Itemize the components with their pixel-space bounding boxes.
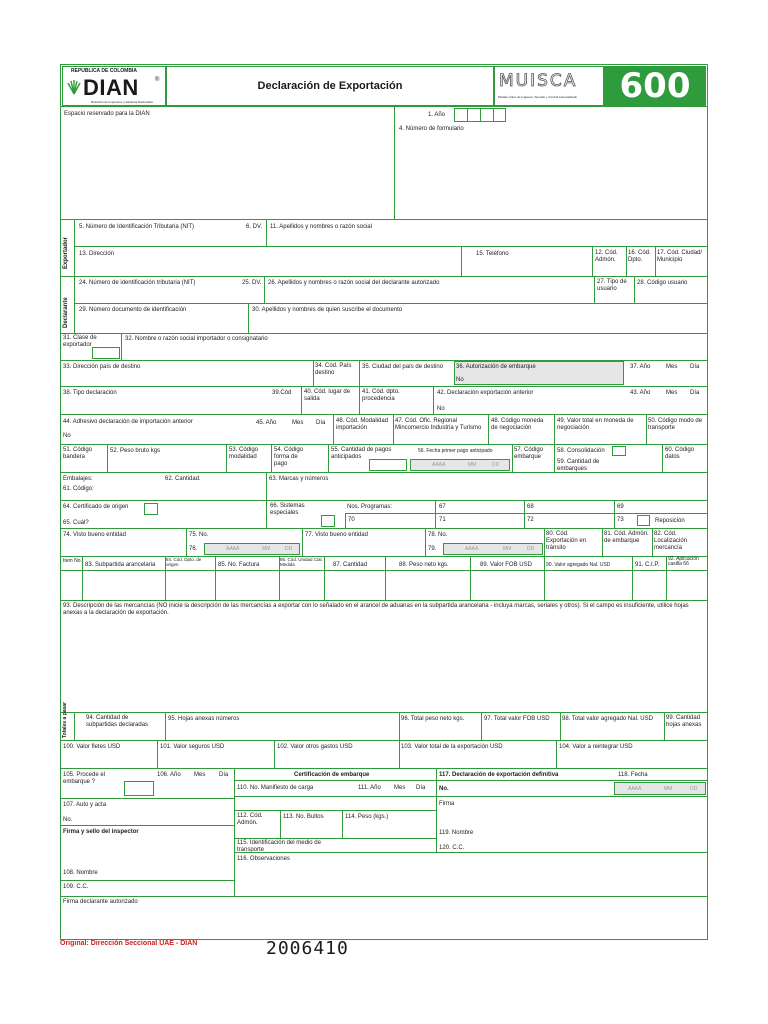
divider [399,740,400,768]
f66-checkbox[interactable] [321,515,335,527]
f96-label: 96. Total peso neto kgs. [401,716,465,722]
signer-label: 30. Apellidos y nombres de quien suscribe el documento [252,307,403,313]
f94-label: 94. Cantidad de subpartidas declaradas [86,715,149,728]
divider [345,513,346,528]
programas-label: Nos. Programas: [347,504,393,510]
f90-label: 90. Valor agregado Nal. USD [546,562,611,568]
user-code-label: 28. Código usuario [637,280,688,286]
declarant-name-label: 26. Apellidos y nombres o razón social del declarante autorizado [268,280,440,286]
divider [433,386,434,414]
divider [215,556,216,600]
mm-placeholder: MM [468,462,477,468]
f65-label: 65. Cuál? [63,520,89,526]
f34-label: 34. Cód. País destino [315,363,352,376]
divider [554,444,555,472]
f79-label: 79. [428,546,437,552]
form-number: 600 [604,66,706,106]
divider [274,740,275,768]
f58-checkbox[interactable] [612,446,626,456]
f97-label: 97. Total valor FOB USD [484,716,550,722]
logo-sub: Dirección de Impuestos y Aduanas Nacionales [91,100,153,104]
dian-logo [62,66,166,106]
divider [524,500,525,528]
row-divider [60,386,708,387]
divider [435,500,436,528]
f60-label: 60. Código datos [665,447,695,460]
divider [157,740,158,768]
row-divider [60,333,708,334]
dia-label: Día [416,785,426,791]
exportador-side-label: Exportador [63,236,69,269]
cert-emb-label: Certificación de embarque [294,772,370,778]
divider [333,414,334,444]
divider [470,556,471,600]
divider [60,798,234,799]
f55-input[interactable] [369,459,407,471]
divider [234,796,708,797]
dia-label: Día [690,364,700,370]
f117-label: 117. Declaración de exportación definitiva [439,772,559,778]
program-68: 68 [527,504,534,510]
f39-label: 39.Cód [272,390,292,396]
f53-label: 53. Código modalidad [229,447,259,460]
f117-no: No. [439,786,449,792]
f44-label: 44. Adhesivo declaración de importación anterior [63,419,193,425]
f52-label: 52. Peso bruto kgs [110,448,161,454]
f87-label: 87. Cantidad [333,562,368,568]
divider [60,880,234,881]
item-label: Item No. [63,558,82,564]
f119-label: 119. Nombre [439,830,474,836]
f50-label: 50. Código modo de transporte [648,418,703,431]
divider [345,513,708,514]
dv-label: 25. DV. [242,280,262,286]
divider [60,570,708,571]
row-divider [60,556,708,557]
f74-label: 74. Visto bueno entidad [63,532,126,538]
divider [480,108,481,122]
divider [544,556,545,600]
f107-label: 107. Auto y acta [63,802,107,808]
mes-label: Mes [194,772,206,778]
dd-placeholder: DD [527,546,535,552]
mm-placeholder: MM [503,546,512,552]
f91-label: 91. C.I.P. [635,562,660,568]
divider [264,276,265,303]
divider [634,276,635,303]
program-70: 70 [348,517,355,523]
f103-label: 103. Valor total de la exportación USD [401,744,503,750]
city-label: 17. Cód. Ciudad/ Municipio [657,250,703,263]
divider [544,528,545,556]
divider [271,444,272,472]
divider [75,246,708,247]
f41-label: 41. Cód. dpto. procedencia [362,389,400,402]
f111-label: 111. Año [358,785,381,791]
divider [328,444,329,472]
mm-placeholder: MM [664,786,673,792]
registered-mark: ® [155,77,160,83]
year-label: 1. Año [428,112,446,118]
address-label: 13. Dirección [79,251,115,257]
f86-label: 86. Cód. Unidad Cial. Medida [280,557,323,567]
f83-label: 83. Subpartida arancelaria [85,562,156,568]
divider [234,810,436,811]
mes-label: Mes [666,390,678,396]
dia-label: Día [690,390,700,396]
logo-top-text: REPUBLICA DE COLOMBIA [71,68,137,74]
f101-label: 101. Valor seguros USD [160,744,225,750]
divider [165,712,166,740]
f37-label: 37. Año [630,364,651,370]
exportador-band [60,219,75,276]
f63-label: 63. Marcas y números [269,476,329,482]
f44-no: No [63,433,71,439]
divider [461,246,462,276]
row-divider [60,528,708,529]
divider [652,528,653,556]
divider [226,444,227,472]
dd-placeholder: DD [690,786,698,792]
f42-no: No [437,406,445,412]
f105-label: 105. Procede el embarque ? [63,772,106,785]
divider [664,712,665,740]
divider [313,360,314,386]
reposicion-label: Reposición [655,518,685,524]
divider [646,414,647,444]
declarante-band [60,276,75,333]
muisca-sub: Modelo Único de Ingresos, Servicio y Control Automatizado [498,95,578,99]
f120-label: 120. C.C. [439,845,465,851]
divider [594,276,595,303]
f114-label: 114. Peso (kgs.) [345,814,389,820]
f47-label: 47. Cód. Ofic. Regional Mincomercio Industria y Turismo [395,418,482,431]
f84-label: 84. Cód. Dpto. de origen [166,557,202,567]
f77-label: 77. Visto bueno entidad [305,532,368,538]
divider [234,838,436,839]
f61-label: 61. Código: [63,486,94,492]
f93-label: 93. Descripción de las mercancías (NO inicie la descripción de las mercancías a exportar con lo señalado en el arancel de aduanas en la subpartida arancelaria - incluya marcas, seriales y otros). Si el campo es insuficiente, utilice hojas anexas a la declaración de exportación. [63,603,689,616]
f31-label: 31. Clase de exportador [63,335,97,348]
f98-label: 98. Total valor agregado Nal. USD [562,716,653,722]
nit-label: 5. Número de Identificación Tributaria (NIT) [79,224,195,230]
dpto-label: 16. Cód. Dpto. [628,250,651,263]
divider [554,414,555,444]
divider [436,780,708,781]
f58-label: 58. Consolidación [557,448,605,454]
mm-placeholder: MM [262,546,271,552]
totales-side-label: Totales a pasar [62,701,68,738]
f95-label: 95. Hojas anexas números [168,716,240,722]
f118-label: 118. Fecha [618,772,648,778]
f32-label: 32. Nombre o razón social importador o consignatario [125,336,268,342]
firma-decl-label: Firma declarante autorizado [63,899,138,905]
dia-label: Día [316,420,326,426]
aaaa-placeholder: AAAA [465,546,479,552]
f49-label: 49. Valor total en moneda de negociación [557,418,634,431]
f45-label: 45. Año [256,420,277,426]
f31-input[interactable] [92,347,120,359]
divider [614,500,615,528]
mes-label: Mes [666,364,678,370]
f78-label: 78. No. [428,532,448,538]
original-label: Original: Dirección Seccional UAE - DIAN [60,940,198,947]
f56-label: 56. Fecha primer pago anticipado [418,448,493,454]
divider [592,246,593,276]
nit-label: 24. Número de identificación tributaria (NIT) [79,280,196,286]
divider [266,500,267,528]
f82-label: 82. Cód. Localización mercancía [654,531,688,551]
divider [560,712,561,740]
f51-label: 51. Código bandera [63,447,93,460]
row-divider [60,500,708,501]
row-divider [60,768,708,769]
row-divider [60,896,708,897]
divider [342,810,343,838]
dd-placeholder: DD [285,546,293,552]
divider [302,528,303,556]
f109-label: 109. C.C. [63,884,89,890]
divider [359,360,360,386]
aaaa-placeholder: AAAA [432,462,446,468]
divider [666,556,667,600]
divider [234,780,436,781]
divider [280,810,281,838]
f113-label: 113. No. Bultos [283,814,324,820]
f42-label: 42. Declaración exportación anterior [437,390,534,396]
divider [626,246,627,276]
reposicion-checkbox[interactable] [637,515,650,526]
program-69: 69 [617,504,624,510]
f36-label: 36. Autorización de embarque [456,364,536,370]
mes-label: Mes [292,420,304,426]
f59-label: 59. Cantidad de embarques [557,459,600,472]
form-frame [60,64,708,940]
f92-label: 92. Aplicación casilla 66 [668,556,699,567]
program-71: 71 [439,517,446,523]
divider [512,444,513,472]
row-divider [60,472,708,473]
f40-label: 40. Cód. lugar de salida [304,389,351,402]
divider [556,740,557,768]
program-73: 73 [617,517,624,523]
divider [399,712,400,740]
f99-label: 99. Cantidad hojas anexas [666,715,702,728]
f36-no: No [456,377,464,383]
f80-label: 80. Cód. Exportación en tránsito [546,531,587,551]
divider [602,528,603,556]
mes-label: Mes [394,785,406,791]
firma-insp-label: Firma y sello del inspector [63,829,139,835]
aaaa-placeholder: AAAA [628,786,642,792]
name-label: 11. Apellidos y nombres o razón social [270,224,372,230]
f108-label: 108. Nombre [63,870,98,876]
divider [394,106,395,219]
divider [82,556,83,600]
firma-label: Firma [439,801,455,807]
divider [324,556,325,600]
aaaa-placeholder: AAAA [226,546,240,552]
row-divider [60,414,708,415]
row-divider [60,276,708,277]
f48-label: 48. Código moneda de negociación [491,418,544,431]
row-divider [60,106,708,107]
divider [467,108,468,122]
divider [393,414,394,444]
row-divider [60,219,708,220]
divider [75,303,708,304]
f85-label: 85. No. Factura [218,562,260,568]
row-divider [60,600,708,601]
embalajes-label: Embalajes: [63,476,93,482]
divider [186,528,187,556]
f107-no: No. [63,817,73,823]
program-67: 67 [439,504,446,510]
f115-label: 115. Identificación del medio de transporte [237,840,321,853]
f89-label: 89. Valor FOB USD [480,562,532,568]
f102-label: 102. Valor otros gastos USD [277,744,353,750]
f104-label: 104. Valor a reintegrar USD [559,744,633,750]
doc-num-label: 29. Número documento de identificación [79,307,187,313]
f112-label: 112. Cód. Admón. [237,813,263,826]
divider [488,414,489,444]
divider [121,333,122,360]
form-number-label: 4. Número de formulario [399,126,464,132]
f116-label: 116. Observaciones [237,856,290,862]
row-divider [60,444,708,445]
divider [248,303,249,333]
f55-label: 55. Cantidad de pagos anticipados [331,447,392,460]
totales-band [60,701,75,740]
divider [266,219,267,246]
divider [655,246,656,276]
divider [662,444,663,472]
dd-placeholder: DD [492,462,500,468]
muisca-text: MUISCA [499,71,578,91]
logo-text: DIAN [83,75,139,100]
divider [481,712,482,740]
divider [359,386,360,414]
divider [385,556,386,600]
form-title: Declaración de Exportación [166,66,494,106]
f38-label: 38. Tipo declaración [63,390,117,396]
sun-icon [67,79,81,95]
row-divider [60,712,708,713]
f100-label: 100. Valor fletes USD [63,744,121,750]
serial-number: 2006410 [266,938,349,959]
dia-label: Día [219,772,229,778]
f46-label: 46. Cód. Modalidad importación [336,418,389,431]
reserved-label: Espacio reservado para la DIAN [64,111,150,117]
divider [107,444,108,472]
phone-label: 15. Teléfono [476,251,509,257]
f35-label: 35. Ciudad del país de destino [362,364,444,370]
f110-label: 110. No. Manifiesto de carga [237,785,314,791]
divider [234,852,708,853]
divider [301,386,302,414]
f75-label: 75. No. [189,532,209,538]
divider [632,556,633,600]
f81-label: 81. Cód. Admón. de embarque [604,531,649,544]
divider [234,768,235,896]
divider [493,108,494,122]
muisca-logo [494,66,604,106]
declarante-side-label: Declarante [63,297,69,328]
user-type-label: 27. Tipo de usuario [597,279,627,292]
dv-label: 6. DV. [246,224,263,230]
f64-checkbox[interactable] [144,503,158,515]
f43-label: 43. Año [630,390,651,396]
f105-input[interactable] [124,781,154,796]
admin-label: 12. Cód. Admón. [595,250,618,263]
divider [60,825,234,826]
program-72: 72 [527,517,534,523]
f76-label: 76. [189,546,198,552]
f106-label: 106. Año [157,772,181,778]
f66-label: 66. Sistemas especiales [270,503,305,516]
divider [425,528,426,556]
divider [266,472,267,500]
f64-label: 64. Certificado de origen [63,504,129,510]
f54-label: 54. Código forma de pago [274,447,304,467]
f57-label: 57. Código embarque [514,447,544,460]
f62-label: 62. Cantidad. [165,476,201,482]
f88-label: 88. Peso neto kgs. [399,562,449,568]
f33-label: 33. Dirección país de destino [63,364,141,370]
